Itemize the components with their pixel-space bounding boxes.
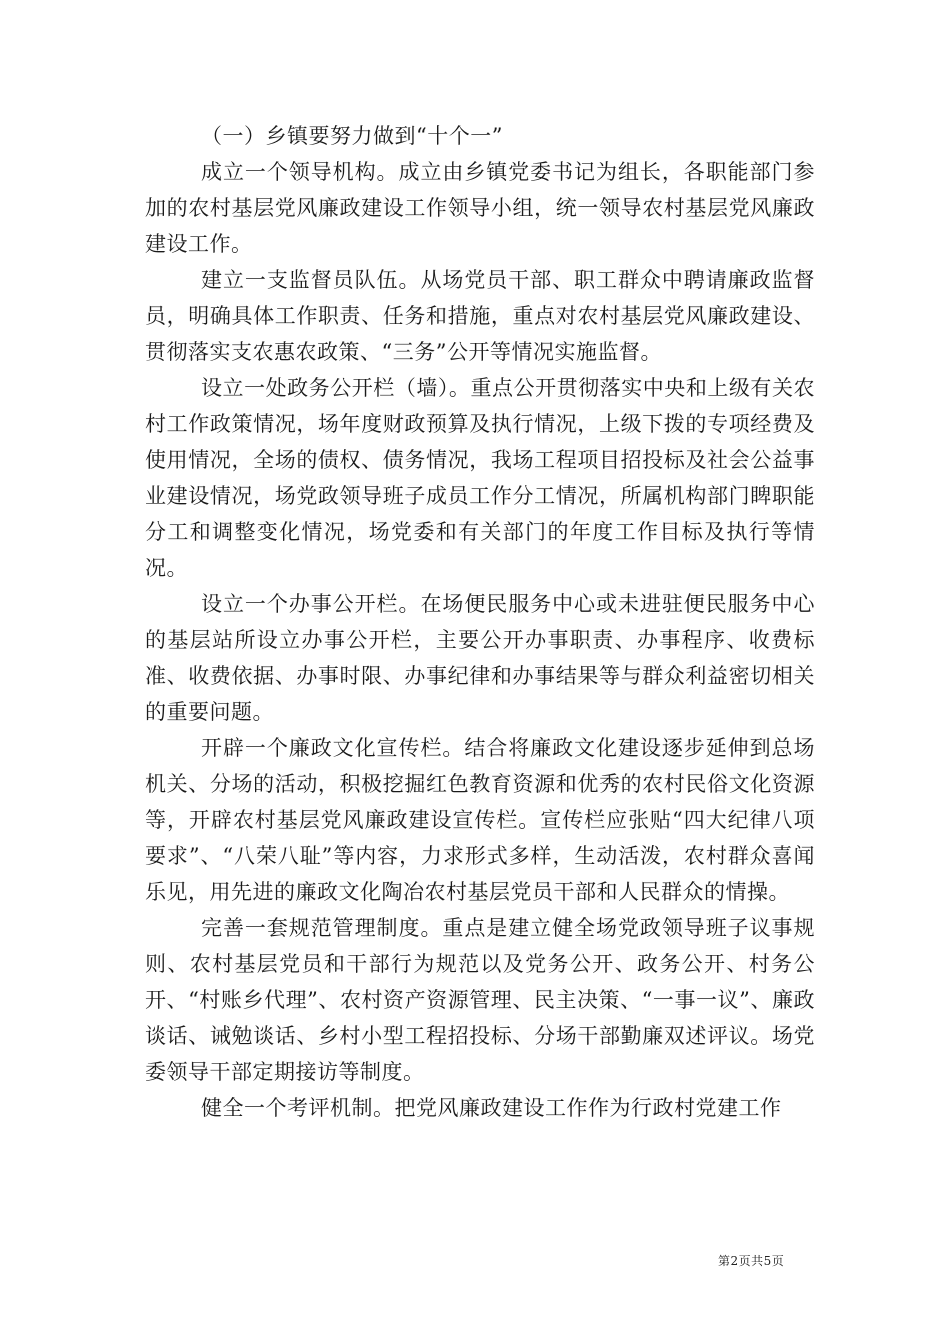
- paragraph-evaluation-mechanism: 健全一个考评机制。把党风廉政建设工作作为行政村党建工作: [201, 1096, 782, 1120]
- paragraph-government-affairs-board: 设立一处政务公开栏（墙）。重点公开贯彻落实中央和上级有关农村工作政策情况，场年度财政预算及执行情况，上级下拨的专项经费及使用情况，全场的债权、债务情况，我场工程项目招投标及社会公益事业建设情况，场党政领导班子成员工作分工情况，所属机构部门睥职能分工和调整变化情况，场党委和有关部门的年度工作目标及执行等情况。: [145, 376, 815, 580]
- paragraph-supervisor-team: 建立一支监督员队伍。从场党员干部、职工群众中聘请廉政监督员，明确具体工作职责、任务和措施，重点对农村基层党风廉政建设、贯彻落实支农惠农政策、“三务”公开等情况实施监督。: [145, 268, 815, 364]
- paragraph-service-board: 设立一个办事公开栏。在场便民服务中心或未进驻便民服务中心的基层站所设立办事公开栏，主要公开办事职责、办事程序、收费标准、收费依据、办事时限、办事纪律和办事结果等与群众利益密切相关的重要问题。: [145, 592, 815, 724]
- paragraph-culture-board: 开辟一个廉政文化宣传栏。结合将廉政文化建设逐步延伸到总场机关、分场的活动，积极挖掘红色教育资源和优秀的农村民俗文化资源等，开辟农村基层党风廉政建设宣传栏。宣传栏应张贴“四大纪律八项要求”、“八荣八耻”等内容，力求形式多样，生动活泼，农村群众喜闻乐见，用先进的廉政文化陶冶农村基层党员干部和人民群众的情操。: [145, 736, 815, 904]
- section-heading: （一）乡镇要努力做到“十个一”: [201, 124, 503, 148]
- paragraph-management-system: 完善一套规范管理制度。重点是建立健全场党政领导班子议事规则、农村基层党员和干部行为规范以及党务公开、政务公开、村务公开、“村账乡代理”、农村资产资源管理、民主决策、“一事一议”、廉政谈话、诫勉谈话、乡村小型工程招投标、分场干部勤廉双述评议。场党委领导干部定期接访等制度。: [145, 916, 815, 1084]
- page-number: 第2页共5页: [718, 1254, 785, 1268]
- document-body: [145, 118, 815, 1126]
- paragraph-leadership-body: 成立一个领导机构。成立由乡镇党委书记为组长，各职能部门参加的农村基层党风廉政建设工作领导小组，统一领导农村基层党风廉政建设工作。: [145, 160, 815, 256]
